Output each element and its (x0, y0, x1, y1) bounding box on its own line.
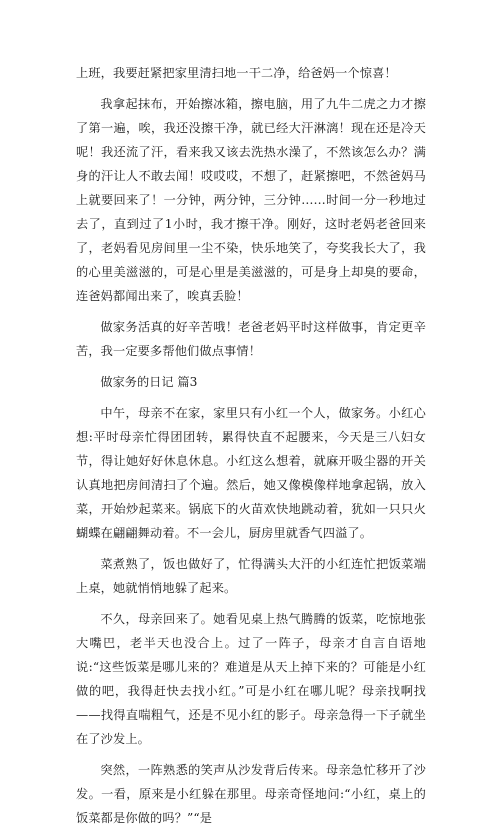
paragraph: 做家务活真的好辛苦哦！老爸老妈平时这样做事，肯定更辛苦，我一定要多帮他们做点事情！ (76, 320, 426, 358)
paragraph-continuation: 上班，我要赶紧把家里清扫地一干二净，给爸妈一个惊喜！ (76, 66, 397, 80)
paragraph: 突然，一阵熟悉的笑声从沙发背后传来。母亲急忙移开了沙发。一看，原来是小红躲在那里。母亲奇怪地问:“小红，桌上的饭菜都是你做的吗？”“是 (76, 763, 426, 825)
paragraph: 中午，母亲不在家，家里只有小红一个人，做家务。小红心想:平时母亲忙得团团转，累得快直不起腰来，今天是三八妇女节，得让她好好休息休息。小红这么想着，就麻开吸尘器的开关认真地把房间清扫了个遍。然后，她又像模像样地拿起锅，放入菜，开始炒起菜来。锅底下的火苗欢快地跳动着，犹如一只只火蝴蝶在翩翩舞动着。不一会儿，厨房里就香气四溢了。 (76, 406, 426, 540)
paragraph: 不久，母亲回来了。她看见桌上热气腾腾的饭菜，吃惊地张大嘴巴，老半天也没合上。过了一阵子，母亲才自言自语地说:“这些饭菜是哪儿来的？难道是从天上掉下来的？可能是小红做的吧，我得赶快去找小红。”可是小红在哪儿呢？母亲找啊找——找得直喘粗气，还是不见小红的影子。母亲急得一下子就坐在了沙发上。 (76, 612, 426, 746)
section-title: 做家务的日记 篇3 (100, 375, 198, 389)
paragraph: 菜煮熟了，饭也做好了，忙得满头大汗的小红连忙把饭菜端上桌，她就悄悄地躲了起来。 (76, 557, 426, 595)
document-body (76, 61, 426, 837)
paragraph: 我拿起抹布，开始擦冰箱，擦电脑，用了九牛二虎之力才擦了第一遍，唉，我还没擦干净，就已经大汗淋漓！现在还是冷天呢！我还流了汗，看来我又该去洗热水澡了，不然该怎么办？满身的汗让人不敢去闻！哎哎哎，不想了，赶紧擦吧，不然爸妈马上就要回来了！一分钟，两分钟，三分钟……时间一分一秒地过去了，直到过了1小时，我才擦干净。刚好，这时老妈老爸回来了，老妈看见房间里一尘不染，快乐地笑了，夸奖我长大了，我的心里美滋滋的，可是心里是美滋滋的，可是身上却臭的要命，连爸妈都闻出来了，唉真丢脸！ (76, 97, 426, 303)
